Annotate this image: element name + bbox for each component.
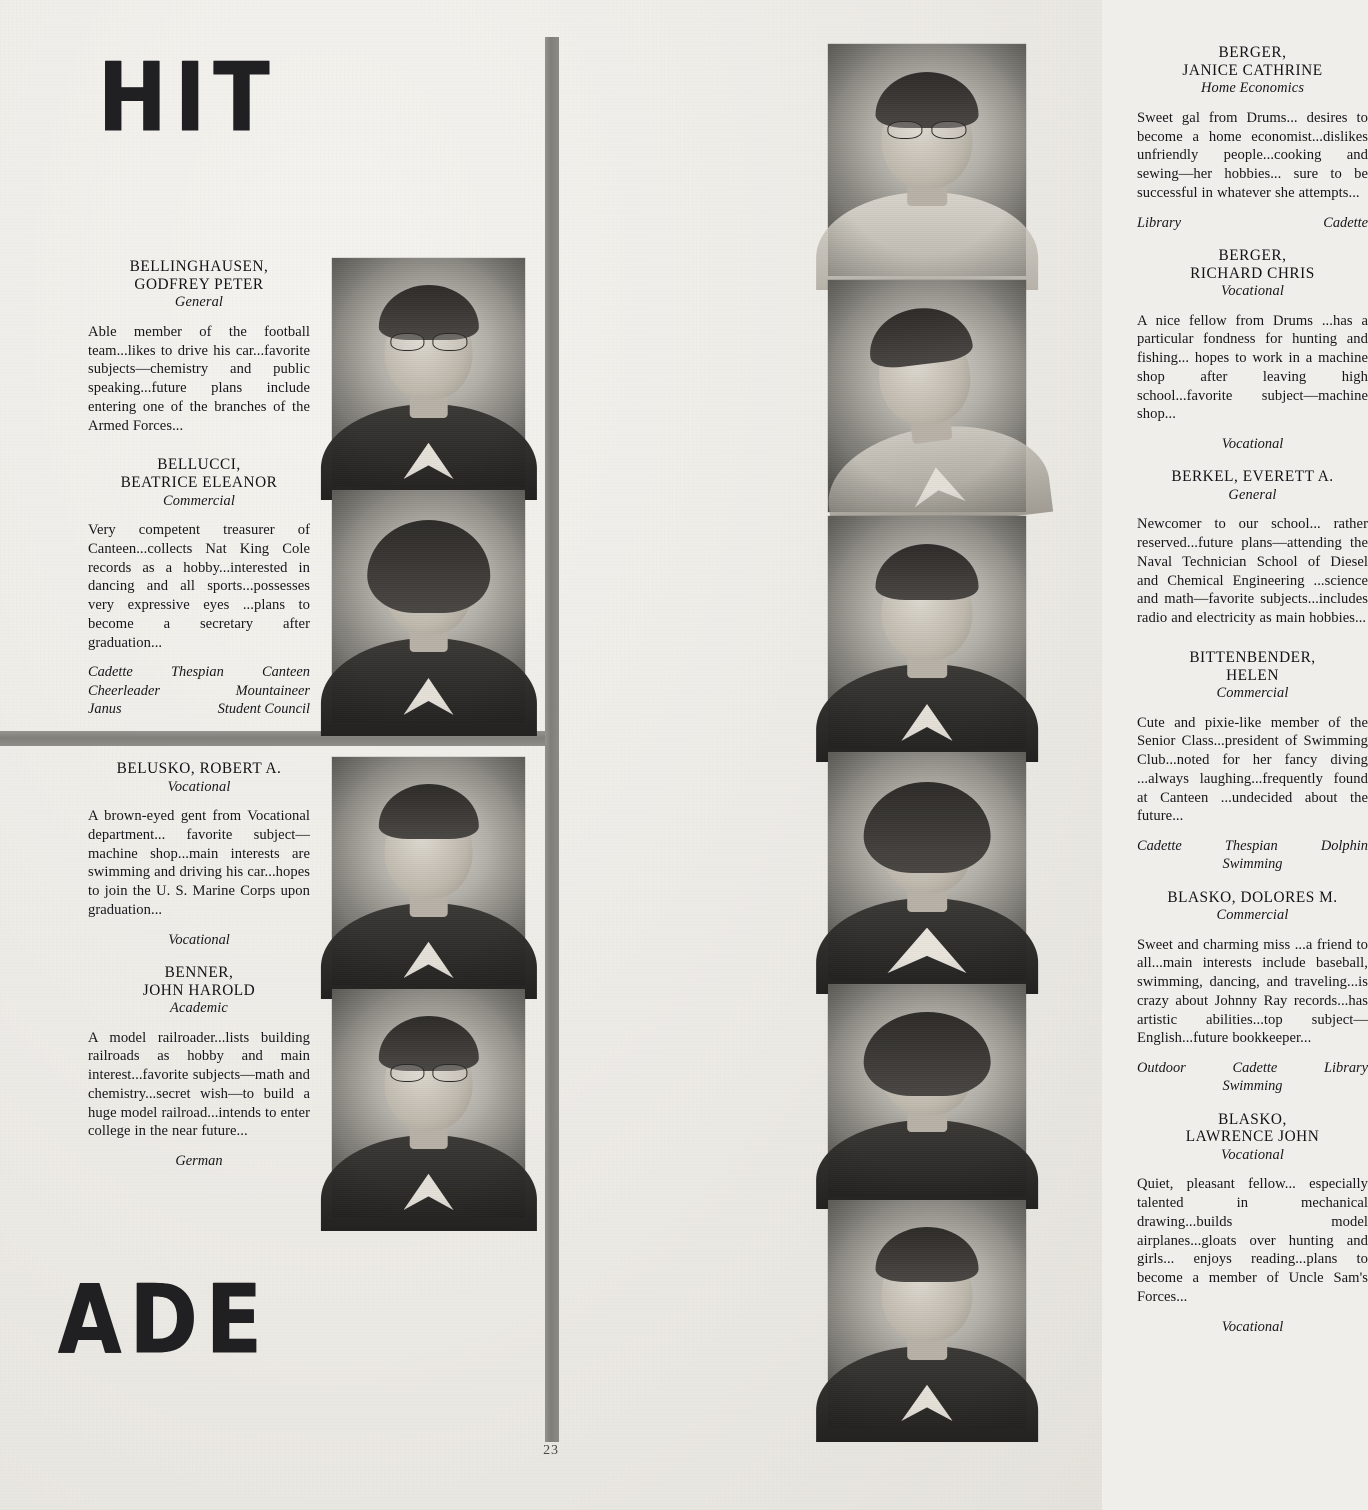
entry-blurb: A nice fellow from Drums ...has a particular fondness for hunting and fishing... hopes to work in a machine shop after leaving high school...favorite subject—machine shop... [1137, 312, 1368, 423]
portrait-bellucci [332, 490, 525, 722]
entry-blurb: A model railroader...lists building railroads as hobby and main interest...favorite subjects—math and chemistry...secret wish—to build a huge model railroad...intends to enter college in the near future... [88, 1029, 310, 1140]
portrait-bittenbender [828, 752, 1026, 980]
portrait-belusko [332, 757, 525, 985]
entry-blurb: Sweet and charming miss ...a friend to all...main interests include baseball, swimming, dancing, and traveling...is crazy about Johnny Ray records...has artistic abilities...top subject—English...future bookkeeper... [1137, 936, 1368, 1047]
entry-bittenbender [1137, 649, 1368, 874]
entry-name: BERKEL, EVERETT A. [1171, 468, 1334, 486]
entry-name: BLASKO, LAWRENCE JOHN [1185, 1110, 1320, 1146]
activity: Mountaineer [235, 682, 310, 699]
portrait-berger-richard [828, 280, 1026, 512]
activity: Student Council [217, 700, 310, 717]
activity: Vocational [1221, 436, 1284, 453]
left-column [0, 0, 545, 1510]
activity: Dolphin [1320, 838, 1368, 855]
activity: Cadette [88, 664, 133, 681]
right-text-block [1137, 44, 1368, 1336]
entry-blurb: Very competent treasurer of Canteen...collects Nat King Cole records as a hobby...interested in dancing and all sports...possesses very expressive eyes ...plans to become a secretary after graduation... [88, 522, 310, 651]
activity: German [175, 1153, 223, 1170]
portrait-berkel [828, 516, 1026, 748]
activity: Janus [88, 700, 122, 717]
portrait-blasko-dolores [828, 984, 1026, 1196]
entry-activities [1137, 1059, 1368, 1096]
entry-course: General [1228, 487, 1277, 504]
entry-name: BITTENBENDER, HELEN [1189, 648, 1316, 684]
activity: Thespian [1224, 838, 1278, 855]
entry-berger-richard [1137, 247, 1368, 454]
portrait-berger-janice [828, 44, 1026, 276]
entry-course: Commercial [162, 492, 236, 509]
entry-name: BERGER, JANICE CATHRINE [1182, 44, 1323, 79]
activity: Cheerleader [88, 682, 160, 699]
entry-belusko [88, 760, 310, 949]
activity: Outdoor [1137, 1060, 1186, 1077]
activity: Thespian [171, 664, 224, 681]
entry-course: Academic [170, 1000, 228, 1017]
entry-course: Commercial [1216, 685, 1289, 702]
entry-activities [88, 663, 310, 718]
left-text-block-lower [88, 760, 310, 1170]
entry-activities [1137, 837, 1368, 874]
entry-name: BELLUCCI, BEATRICE ELEANOR [120, 456, 278, 491]
portrait-blasko-lawrence [828, 1200, 1026, 1428]
activity: Canteen [262, 664, 310, 681]
entry-name: BELUSKO, ROBERT A. [116, 760, 282, 777]
entry-blasko-dolores [1137, 889, 1368, 1096]
entry-blurb: A brown-eyed gent from Vocational department... favorite subject—machine shop...main interests are swimming and driving his car...hopes to join the U. S. Marine Corps upon graduation... [88, 808, 310, 918]
activity: Library [1324, 1060, 1368, 1077]
entry-activities [1137, 214, 1368, 232]
entry-activities [88, 931, 310, 949]
entry-course: Vocational [167, 778, 231, 795]
activity: Swimming [1222, 856, 1283, 873]
activity: Swimming [1222, 1078, 1283, 1095]
activity: Library [1137, 214, 1181, 231]
entry-blurb: Newcomer to our school... rather reserved...future plans—attending the Naval Technician School of Diesel and Chemical Engineering ...science and math—favorite subjects...includes radio and electricity as main hobbies... [1137, 516, 1368, 627]
right-column [559, 0, 1368, 1510]
decorative-headline-hit: HIT [98, 43, 278, 154]
entry-course: General [174, 294, 224, 311]
left-text-block-upper [88, 258, 310, 718]
entry-berger-janice [1137, 44, 1368, 232]
entry-course: Vocational [1221, 283, 1284, 300]
decorative-headline-ade: ADE [58, 1265, 271, 1376]
entry-blurb: Able member of the football team...likes to drive his car...favorite subjects—chemistry and public speaking...future plans include entering one of the branches of the Armed Forces... [88, 323, 310, 434]
entry-activities [88, 1152, 310, 1170]
entry-name: BLASKO, DOLORES M. [1167, 888, 1338, 906]
activity: Vocational [1221, 1318, 1284, 1335]
vertical-divider-rule [545, 37, 559, 1442]
entry-name: BERGER, RICHARD CHRIS [1190, 246, 1315, 282]
entry-name: BELLINGHAUSEN, GODFREY PETER [129, 258, 269, 293]
portrait-benner [332, 989, 525, 1217]
page-number: 23 [543, 1443, 559, 1458]
entry-activities [1137, 1318, 1368, 1336]
activity: Cadette [1137, 838, 1182, 855]
activity: Cadette [1232, 1060, 1278, 1077]
entry-benner [88, 964, 310, 1171]
entry-bellinghausen [88, 258, 310, 435]
portrait-bellinghausen [332, 258, 525, 486]
entry-blurb: Quiet, pleasant fellow... especially talented in mechanical drawing...builds model airplanes...gloats over hunting and girls... enjoys reading...plans to become a member of Uncle Sam's Forces... [1137, 1176, 1368, 1305]
entry-course: Commercial [1216, 907, 1289, 924]
entry-blurb: Cute and pixie-like member of the Senior Class...president of Swimming Club...noted for her fancy diving ...always laughing...frequently found at Canteen ...undecided about the future... [1137, 714, 1368, 825]
entry-blurb: Sweet gal from Drums... desires to become a home economist...dislikes unfriendly people...cooking and sewing—her hobbies... sure to be successful in whatever she attempts... [1137, 109, 1368, 201]
entry-blasko-lawrence [1137, 1111, 1368, 1336]
activity: Vocational [168, 931, 230, 948]
entry-course: Home Economics [1200, 80, 1305, 97]
entry-course: Vocational [1221, 1147, 1284, 1164]
entry-name: BENNER, JOHN HAROLD [142, 963, 256, 999]
entry-berkel [1137, 468, 1368, 628]
entry-bellucci [88, 456, 310, 718]
activity: Cadette [1323, 214, 1368, 231]
entry-activities [1137, 435, 1368, 453]
